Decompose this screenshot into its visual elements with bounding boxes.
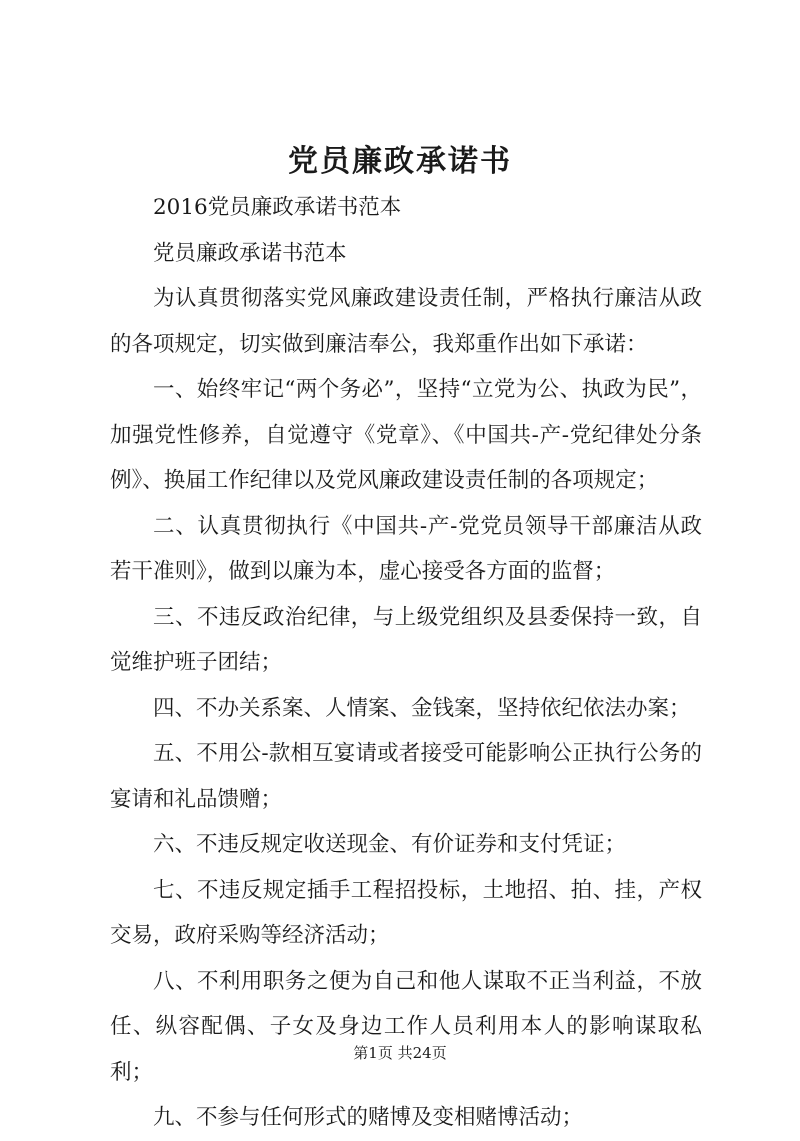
pledge-item-8: 八、不利用职务之便为自己和他人谋取不正当利益，不放任、纵容配偶、子女及身边工作人员利用本人的影响谋取私利； [110,968,702,1085]
pledge-item-1: 一、始终牢记“两个务必”，坚持“立党为公、执政为民”，加强党性修养，自觉遵守《党章》、《中国共-产-党纪律处分条例》、换届工作纪律以及党风廉政建设责任制的各项规定； [110,377,702,493]
pledge-item-4: 四、不办关系案、人情案、金钱案，坚持依纪依法办案； [153,695,691,721]
intro-paragraph: 为认真贯彻落实党风廉政建设责任制，严格执行廉洁从政的各项规定，切实做到廉洁奉公，我郑重作出如下承诺： [110,286,702,357]
pledge-item-5: 五、不用公-款相互宴请或者接受可能影响公正执行公务的宴请和礼品馈赠； [110,741,702,812]
pledge-item-6: 六、不违反规定收送现金、有价证券和支付凭证； [153,832,627,857]
document-title: 党员廉政承诺书 [288,144,512,179]
pledge-item-2: 二、认真贯彻执行《中国共-产-党党员领导干部廉洁从政若干准则》，做到以廉为本，虚心接受各方面的监督； [110,513,702,584]
pledge-item-7: 七、不违反规定插手工程招投标，土地招、拍、挂，产权交易，政府采购等经济活动； [110,877,702,948]
subtitle: 党员廉政承诺书范本 [153,240,347,266]
pledge-item-9: 九、不参与任何形式的赌博及变相赌博活动； [153,1105,584,1130]
pledge-item-3: 三、不违反政治纪律，与上级党组织及县委保持一致，自觉维护班子团结； [110,604,702,675]
subtitle-year: 2016党员廉政承诺书范本 [153,195,402,220]
document-body [110,185,702,1141]
page-number-footer: 第1页 共24页 [353,1044,447,1062]
